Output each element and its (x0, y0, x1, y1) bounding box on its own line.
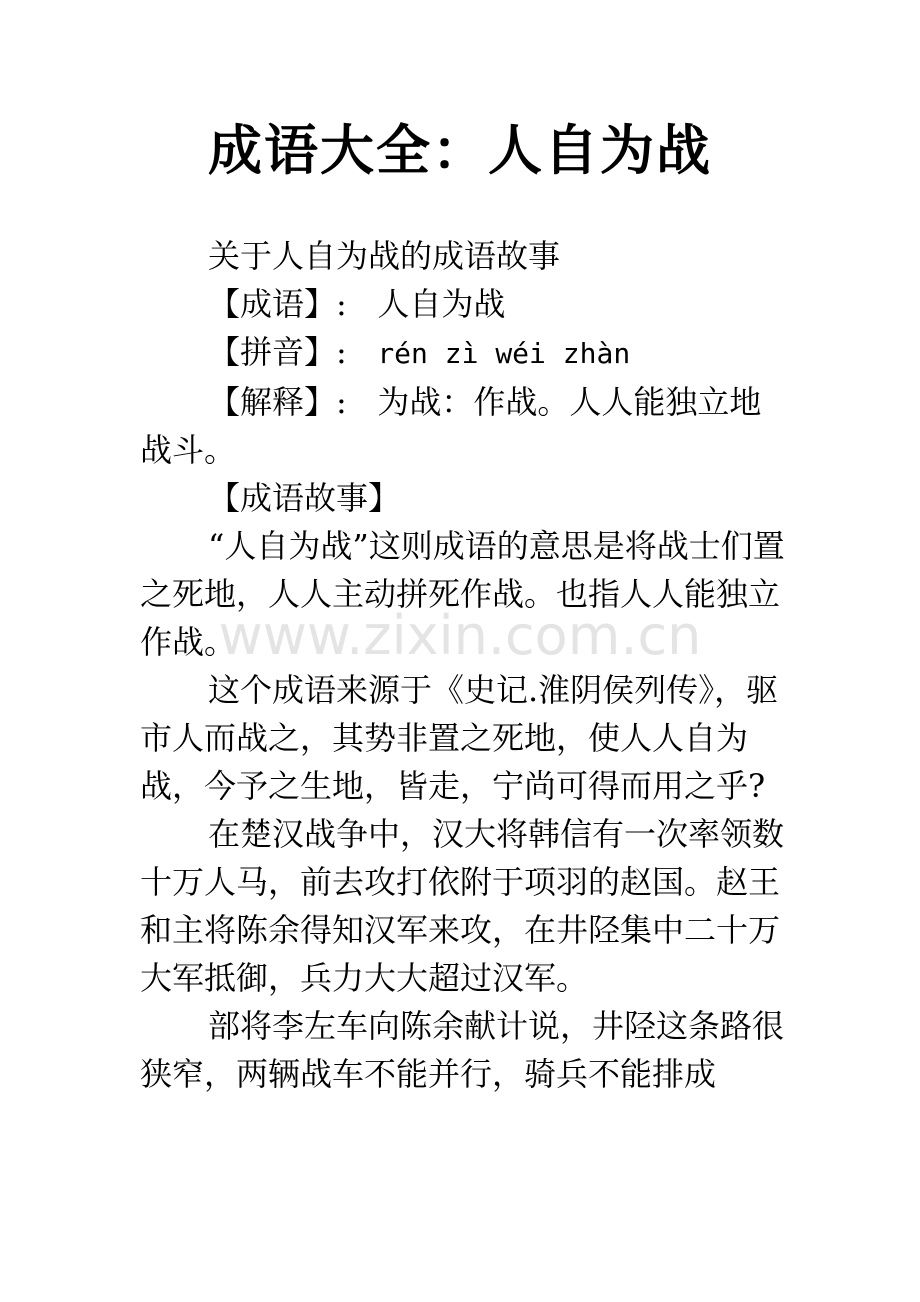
document-body (140, 232, 790, 1098)
explanation-label: 【解释】: (208, 383, 347, 421)
idiom-value: 人自为战 (377, 285, 506, 323)
pinyin-line (140, 328, 790, 378)
pinyin-value: rén zì wéi zhàn (377, 337, 631, 370)
story-heading: 【成语故事】 (208, 479, 401, 517)
story-paragraph: 这个成语来源于《史记.淮阴侯列传》，驱市人而战之，其势非置之死地，使人人自为战，今予之生地，皆走，宁尚可得而用之乎? (140, 671, 779, 805)
story-paragraph: 在楚汉战争中，汉大将韩信有一次率领数十万人马，前去攻打依附于项羽的赵国。赵王和主将陈余得知汉军来攻，在井陉集中二十万大军抵御，兵力大大超过汉军。 (140, 815, 785, 997)
explanation-line (140, 378, 790, 474)
pinyin-label: 【拼音】: (208, 333, 347, 371)
watermark: www.zixin.com.cn (218, 604, 702, 667)
intro-line: 关于人自为战的成语故事 (208, 237, 561, 275)
story-paragraph: 部将李左车向陈余献计说，井陉这条路很狭窄，两辆战车不能并行，骑兵不能排成 (140, 1007, 785, 1093)
idiom-line (140, 280, 790, 328)
explanation-value: 为战：作战。人人能独立地战斗。 (140, 383, 762, 469)
story-paragraph: “人自为战”这则成语的意思是将战士们置之死地，人人主动拼死作战。也指人人能独立作战。 (140, 527, 785, 661)
idiom-label: 【成语】: (208, 285, 347, 323)
document-title: 成语大全：人自为战 (208, 119, 712, 182)
